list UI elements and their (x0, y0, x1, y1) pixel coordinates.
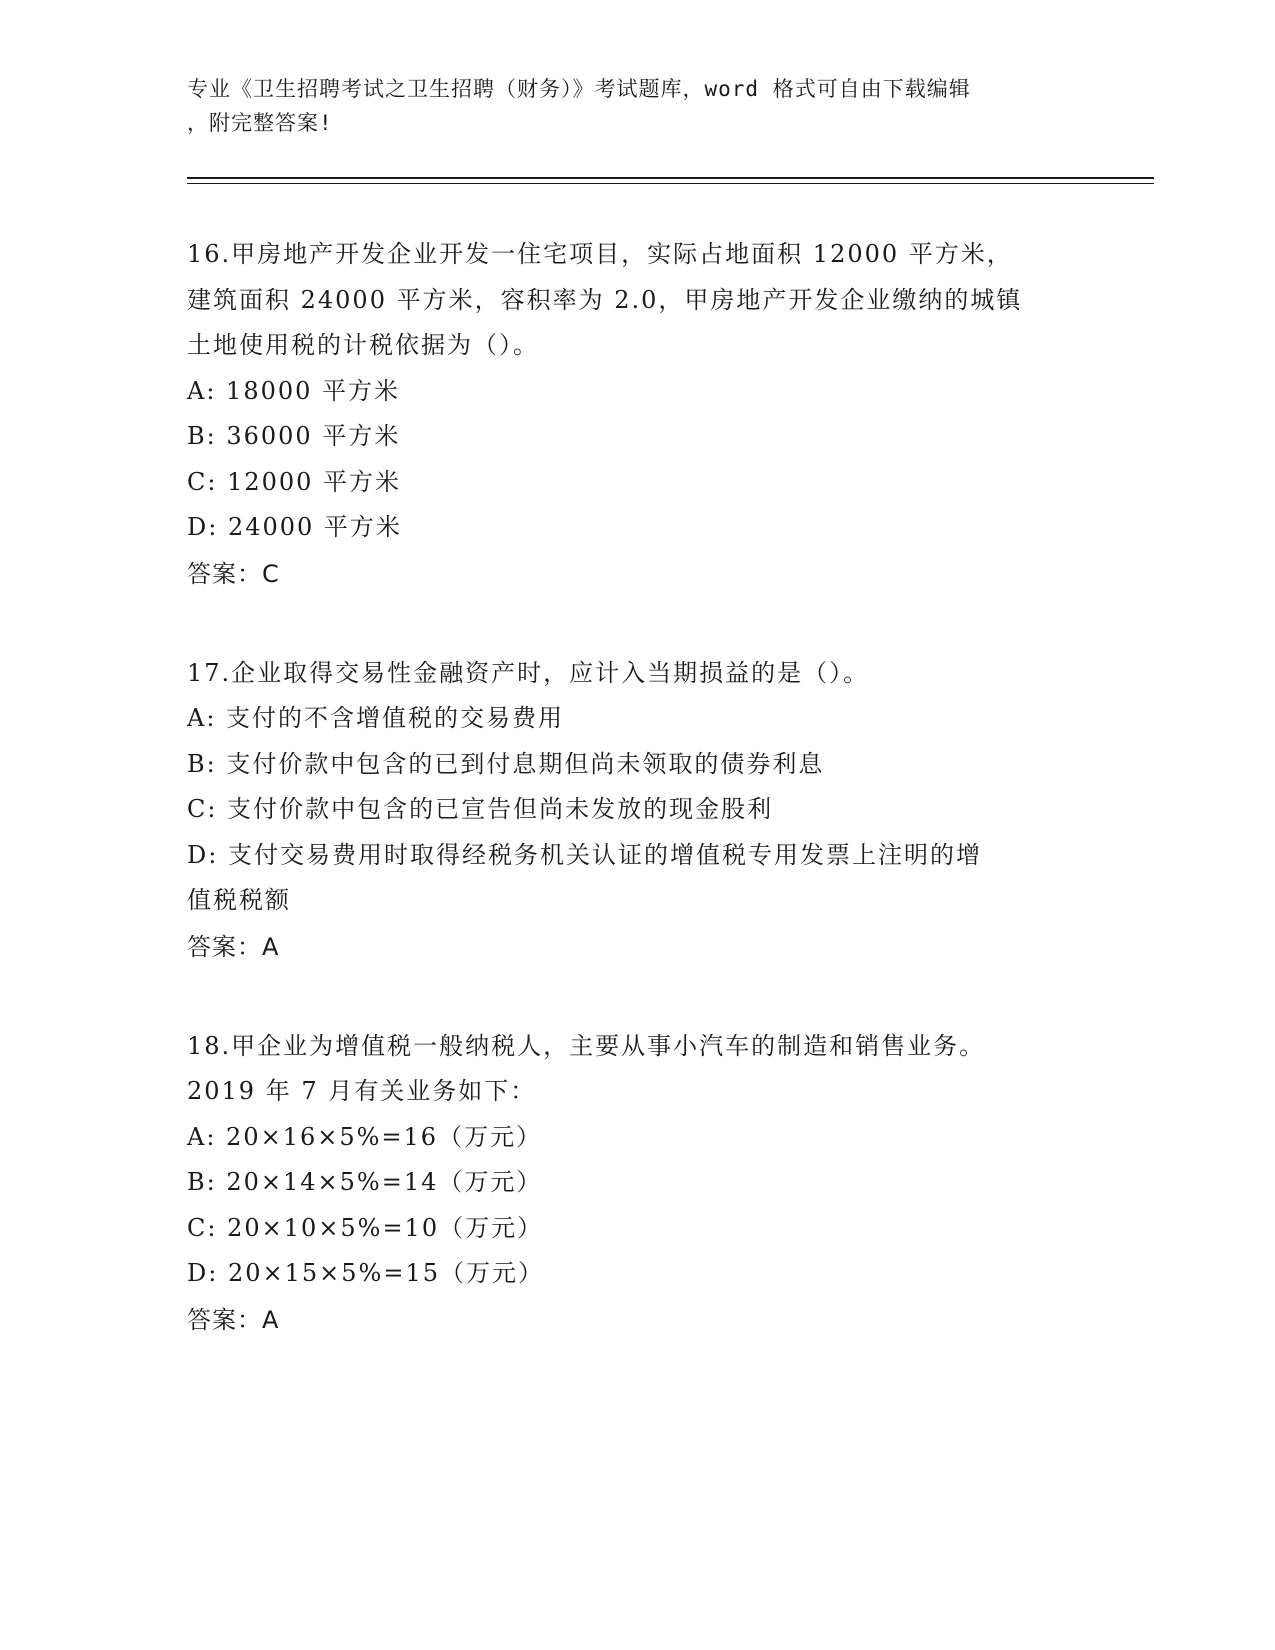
header-line-2: ，附完整答案! (187, 111, 333, 135)
option-c: C: 12000 平方米 (187, 467, 402, 496)
option-b: B: 36000 平方米 (187, 422, 401, 450)
question-stem-line: 18.甲企业为增值税一般纳税人，主要从事小汽车的制造和销售业务。 (187, 1031, 986, 1060)
header-divider-thick (187, 177, 1154, 179)
option-d: D: 24000 平方米 (187, 513, 402, 541)
option-d-continued: 值税税额 (187, 886, 291, 914)
answer-line: 答案：A (187, 932, 280, 961)
option-d: D: 20×15×5%=15（万元） (187, 1259, 544, 1287)
question-stem-line: 17.企业取得交易性金融资产时，应计入当期损益的是（）。 (187, 658, 870, 687)
option-c: C: 20×10×5%=10（万元） (187, 1213, 544, 1242)
option-d: D: 支付交易费用时取得经税务机关认证的增值税专用发票上注明的增 (187, 840, 982, 869)
question-stem-line: 土地使用税的计税依据为（）。 (187, 331, 539, 359)
question-list (187, 232, 1087, 1397)
question-18 (187, 1024, 1087, 1343)
answer-line: 答案：A (187, 1305, 280, 1334)
option-c: C: 支付价款中包含的已宣告但尚未发放的现金股利 (187, 795, 774, 823)
header-line-1: 专业《卫生招聘考试之卫生招聘（财务）》考试题库，word 格式可自由下载编辑 (187, 77, 971, 101)
option-b: B: 20×14×5%=14（万元） (187, 1168, 543, 1196)
option-a: A: 支付的不含增值税的交易费用 (187, 704, 565, 732)
header-divider-thin (187, 183, 1154, 184)
document-header (187, 72, 1087, 140)
question-stem-line: 建筑面积 24000 平方米，容积率为 2.0，甲房地产开发企业缴纳的城镇 (187, 285, 1023, 314)
option-a: A: 20×16×5%=16（万元） (187, 1122, 543, 1151)
question-stem-line: 2019 年 7 月有关业务如下： (187, 1077, 537, 1105)
answer-line: 答案：C (187, 559, 280, 588)
option-b: B: 支付价款中包含的已到付息期但尚未领取的债券利息 (187, 749, 825, 778)
option-a: A: 18000 平方米 (187, 376, 401, 405)
question-17 (187, 651, 1087, 970)
question-16 (187, 232, 1087, 597)
question-stem-line: 16.甲房地产开发企业开发一住宅项目，实际占地面积 12000 平方米， (187, 240, 1013, 268)
